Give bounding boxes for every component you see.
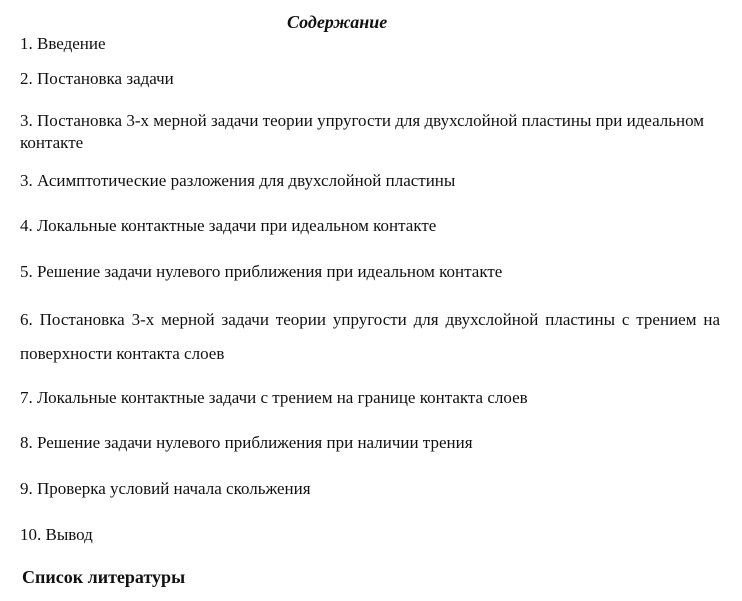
toc-entry-2: 2. Постановка задачи [20, 69, 174, 88]
toc-entry-9: 9. Проверка условий начала скольжения [20, 479, 311, 498]
toc-entry-8: 8. Решение задачи нулевого приближения при наличии трения [20, 433, 473, 452]
toc-entry-7: 7. Локальные контактные задачи с трением на границе контакта слоев [20, 388, 528, 407]
toc-entry-10: 10. Вывод [20, 525, 93, 544]
toc-entry-5: 5. Решение задачи нулевого приближения при идеальном контакте [20, 262, 503, 281]
toc-entry-4: 4. Локальные контактные задачи при идеальном контакте [20, 216, 437, 235]
toc-entry-1: 1. Введение [20, 34, 106, 53]
toc-entry-6: 6. Постановка 3-х мерной задачи теории упругости для двухслойной пластины с трением на поверхности контакта слоев [20, 310, 720, 363]
references-heading: Список литературы [22, 567, 186, 587]
page-title: Содержание [287, 12, 388, 32]
toc-entry-3: 3. Постановка 3-х мерной задачи теории упругости для двухслойной пластины при идеальном контакте [20, 111, 705, 152]
toc-entry-3b: 3. Асимптотические разложения для двухслойной пластины [20, 171, 456, 190]
